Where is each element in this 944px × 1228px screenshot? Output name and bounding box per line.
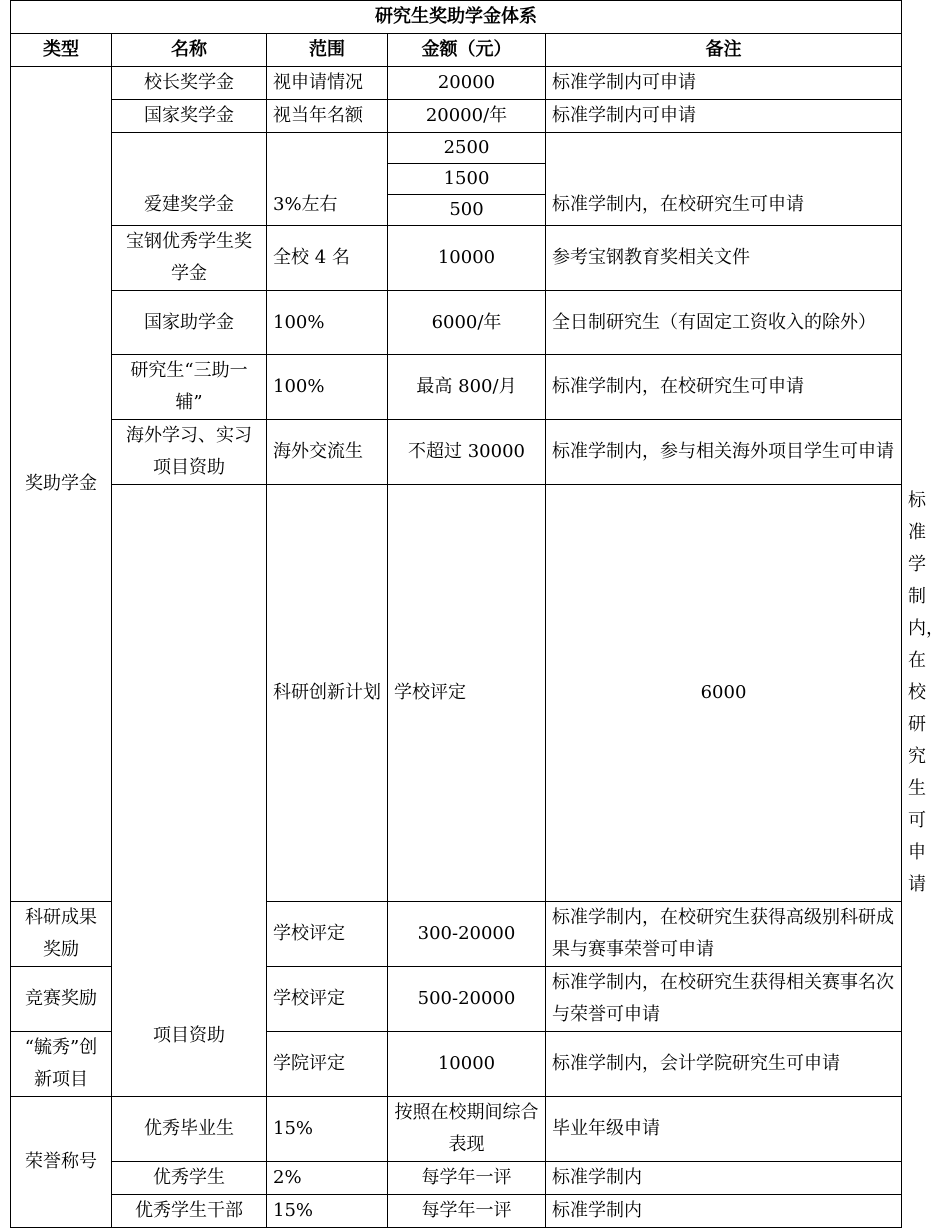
row-name: 校长奖学金 [112, 67, 267, 100]
row-scope: 学校评定 [267, 967, 388, 1032]
group-type-cell: 项目资助 [112, 485, 267, 1097]
row-name: 海外学习、实习项目资助 [112, 420, 267, 485]
table-title-row [11, 1, 902, 34]
row-remark: 标准学制内，会计学院研究生可申请 [546, 1032, 902, 1097]
table-row [11, 67, 902, 100]
row-amount: 10000 [388, 1032, 546, 1097]
row-amount: 500-20000 [388, 967, 546, 1032]
row-scope: 视当年名额 [267, 100, 388, 133]
row-remark: 标准学制内 [546, 1162, 902, 1195]
row-remark: 全日制研究生（有固定工资收入的除外） [546, 291, 902, 355]
row-amount-tier: 2500 [388, 133, 546, 164]
row-amount: 6000 [546, 485, 902, 902]
scholarship-table [10, 0, 944, 1228]
header-scope: 范围 [267, 34, 388, 67]
row-scope: 15% [267, 1195, 388, 1228]
row-amount: 每学年一评 [388, 1162, 546, 1195]
row-name: “毓秀”创新项目 [11, 1032, 112, 1097]
row-name: 优秀毕业生 [112, 1097, 267, 1162]
row-amount: 最高 800/月 [388, 355, 546, 420]
row-remark: 标准学制内，在校研究生获得高级别科研成果与赛事荣誉可申请 [546, 902, 902, 967]
table-row [11, 133, 902, 164]
header-type: 类型 [11, 34, 112, 67]
table-row [11, 1195, 902, 1228]
row-remark: 标准学制内 [546, 1195, 902, 1228]
row-scope: 学校评定 [388, 485, 546, 902]
header-amount: 金额（元） [388, 34, 546, 67]
row-name: 宝钢优秀学生奖学金 [112, 226, 267, 291]
row-remark: 标准学制内，在校研究生可申请 [546, 355, 902, 420]
group-type-cell: 奖助学金 [11, 67, 112, 902]
row-name: 科研成果奖励 [11, 902, 112, 967]
table-row [11, 1162, 902, 1195]
row-remark: 标准学制内，参与相关海外项目学生可申请 [546, 420, 902, 485]
row-scope: 3%左右 [267, 133, 388, 226]
row-amount: 每学年一评 [388, 1195, 546, 1228]
row-scope: 海外交流生 [267, 420, 388, 485]
row-amount: 20000/年 [388, 100, 546, 133]
row-remark: 标准学制内可申请 [546, 100, 902, 133]
row-scope: 15% [267, 1097, 388, 1162]
table-title: 研究生奖助学金体系 [11, 1, 902, 34]
row-amount: 按照在校期间综合表现 [388, 1097, 546, 1162]
row-name: 优秀学生 [112, 1162, 267, 1195]
row-scope: 学院评定 [267, 1032, 388, 1097]
table-row [11, 291, 902, 355]
group-type-cell: 荣誉称号 [11, 1097, 112, 1228]
row-remark: 标准学制内可申请 [546, 67, 902, 100]
row-scope: 100% [267, 355, 388, 420]
row-amount-tier: 1500 [388, 164, 546, 195]
table-row [11, 100, 902, 133]
row-amount: 不超过 30000 [388, 420, 546, 485]
row-scope: 全校 4 名 [267, 226, 388, 291]
row-remark: 标准学制内，在校研究生可申请 [546, 133, 902, 226]
row-name: 优秀学生干部 [112, 1195, 267, 1228]
table-row [11, 420, 902, 485]
row-scope: 学校评定 [267, 902, 388, 967]
row-remark: 标准学制内，在校研究生获得相关赛事名次与荣誉可申请 [546, 967, 902, 1032]
row-name: 国家奖学金 [112, 100, 267, 133]
row-amount: 10000 [388, 226, 546, 291]
row-scope: 视申请情况 [267, 67, 388, 100]
row-amount: 300-20000 [388, 902, 546, 967]
row-scope: 100% [267, 291, 388, 355]
row-name: 竞赛奖励 [11, 967, 112, 1032]
row-name: 研究生“三助一辅” [112, 355, 267, 420]
table-row [11, 1097, 902, 1162]
row-amount: 6000/年 [388, 291, 546, 355]
row-name: 爱建奖学金 [112, 133, 267, 226]
row-name: 国家助学金 [112, 291, 267, 355]
table-row [11, 226, 902, 291]
row-scope: 2% [267, 1162, 388, 1195]
header-remark: 备注 [546, 34, 902, 67]
row-name: 科研创新计划 [267, 485, 388, 902]
row-amount-tier: 500 [388, 195, 546, 226]
header-row [11, 34, 902, 67]
header-name: 名称 [112, 34, 267, 67]
row-remark: 毕业年级申请 [546, 1097, 902, 1162]
row-amount: 20000 [388, 67, 546, 100]
row-remark: 参考宝钢教育奖相关文件 [546, 226, 902, 291]
table-row [11, 355, 902, 420]
table-row: 项目资助 科研创新计划 学校评定 6000 标准学制内，在校研究生可申请 [11, 485, 902, 902]
